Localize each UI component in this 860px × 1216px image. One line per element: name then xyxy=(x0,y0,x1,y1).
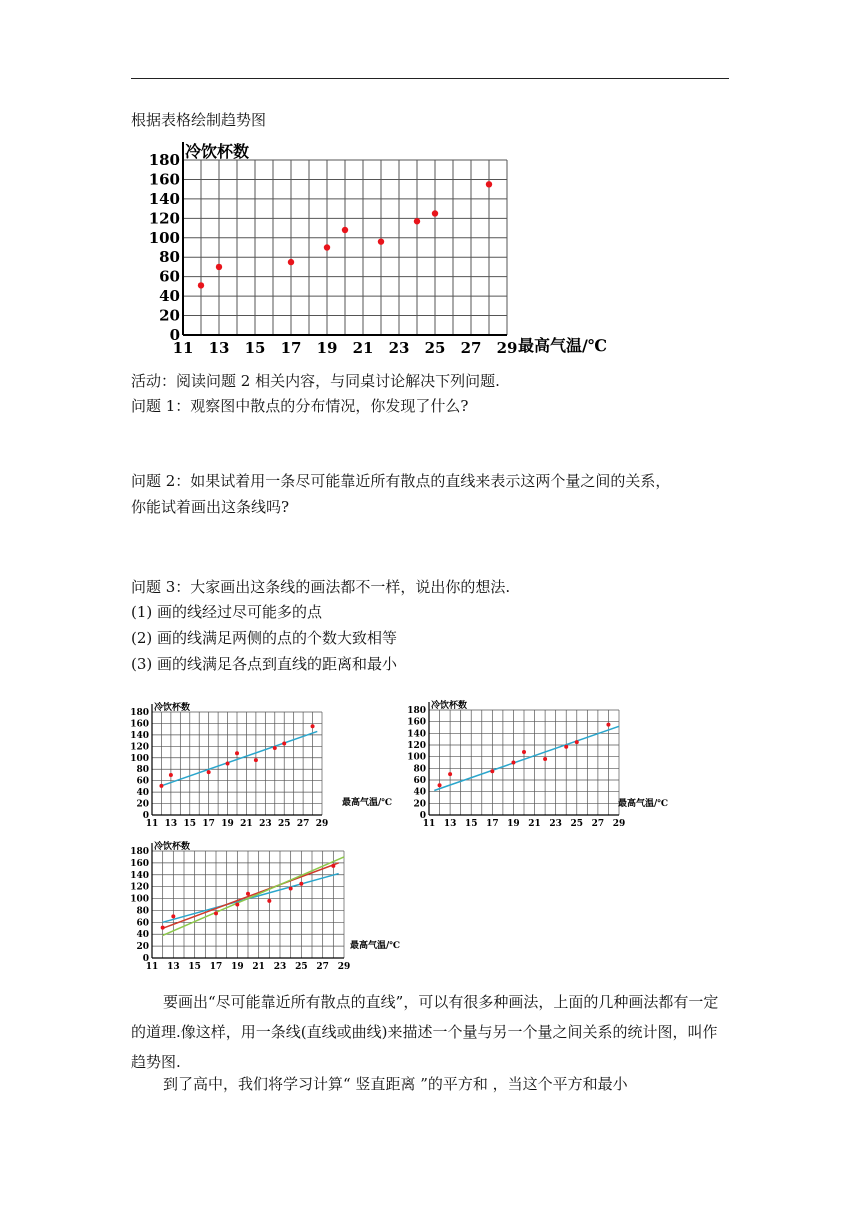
x-tick-label: 27 xyxy=(296,819,310,829)
data-point xyxy=(214,911,218,915)
data-point xyxy=(575,740,579,744)
y-tick-label: 140 xyxy=(130,730,149,741)
y-tick-label: 60 xyxy=(159,267,180,286)
y-tick-label: 100 xyxy=(148,228,180,247)
data-point xyxy=(378,238,384,244)
y-tick-label: 120 xyxy=(148,209,180,228)
y-tick-label: 140 xyxy=(407,729,426,740)
data-point xyxy=(171,914,175,918)
y-tick-label: 100 xyxy=(130,894,149,905)
x-tick-label: 21 xyxy=(252,962,265,972)
y-tick-label: 20 xyxy=(136,942,149,953)
y-tick-label: 20 xyxy=(136,799,149,810)
data-point xyxy=(311,724,315,728)
y-tick-label: 180 xyxy=(148,151,180,169)
y-tick-label: 0 xyxy=(142,811,149,821)
data-point xyxy=(254,758,258,762)
y-tick-label: 60 xyxy=(136,918,149,929)
fit-chart-c xyxy=(128,838,418,973)
y-tick-label: 140 xyxy=(148,189,180,208)
y-axis-label: 冷饮杯数 xyxy=(154,842,191,852)
y-tick-label: 40 xyxy=(136,930,149,941)
x-tick-label: 11 xyxy=(422,819,436,829)
main-scatter-chart xyxy=(140,140,640,360)
x-tick-label: 27 xyxy=(316,962,329,972)
data-point xyxy=(438,783,442,787)
data-point xyxy=(543,757,547,761)
x-tick-label: 17 xyxy=(202,819,215,829)
x-tick-label: 25 xyxy=(570,819,584,829)
data-point xyxy=(207,770,211,774)
x-tick-label: 17 xyxy=(280,339,302,357)
x-tick-label: 27 xyxy=(591,819,605,829)
y-tick-label: 100 xyxy=(130,753,149,764)
activity-text: 活动：阅读问题 2 相关内容，与同桌讨论解决下列问题. xyxy=(131,372,500,390)
data-point xyxy=(267,899,271,903)
data-point xyxy=(490,769,494,773)
x-tick-label: 19 xyxy=(507,819,520,829)
data-point xyxy=(299,882,303,886)
x-tick-label: 25 xyxy=(277,819,291,829)
x-tick-label: 15 xyxy=(188,962,201,972)
y-tick-label: 160 xyxy=(130,858,149,869)
y-axis-label: 冷饮杯数 xyxy=(154,703,191,713)
data-point xyxy=(606,723,610,727)
x-tick-label: 15 xyxy=(244,339,266,357)
y-tick-label: 0 xyxy=(169,326,180,344)
x-axis-label: 最高气温/℃ xyxy=(342,798,393,808)
y-tick-label: 40 xyxy=(159,287,180,306)
data-point xyxy=(289,886,293,890)
x-tick-label: 23 xyxy=(259,819,272,829)
x-axis-label: 最高气温/℃ xyxy=(618,799,669,809)
x-tick-label: 23 xyxy=(549,819,562,829)
y-tick-label: 80 xyxy=(413,764,426,775)
y-tick-label: 0 xyxy=(419,811,426,821)
data-point xyxy=(288,259,294,265)
x-tick-label: 27 xyxy=(460,339,482,357)
x-tick-label: 11 xyxy=(145,819,159,829)
question-1: 问题 1：观察图中散点的分布情况，你发现了什么? xyxy=(131,397,469,415)
y-tick-label: 140 xyxy=(130,870,149,881)
data-point xyxy=(169,773,173,777)
method-3: (3) 画的线满足各点到直线的距离和最小 xyxy=(131,655,398,673)
data-point xyxy=(324,244,330,250)
x-tick-label: 29 xyxy=(612,819,626,829)
x-tick-label: 21 xyxy=(352,339,374,357)
x-tick-label: 29 xyxy=(315,819,329,829)
data-point xyxy=(342,227,348,233)
y-tick-label: 160 xyxy=(148,170,180,189)
question-2-line-2: 你能试着画出这条线吗? xyxy=(131,498,290,516)
fit-line xyxy=(163,857,344,935)
y-tick-label: 100 xyxy=(407,752,426,763)
x-tick-label: 25 xyxy=(295,962,308,972)
y-tick-label: 180 xyxy=(407,706,426,716)
y-tick-label: 160 xyxy=(130,719,149,730)
y-tick-label: 40 xyxy=(136,788,149,799)
data-point xyxy=(511,761,515,765)
x-tick-label: 15 xyxy=(464,819,478,829)
x-tick-label: 13 xyxy=(167,962,180,972)
data-point xyxy=(235,903,239,907)
y-tick-label: 160 xyxy=(407,717,426,728)
y-tick-label: 80 xyxy=(136,906,149,917)
data-point xyxy=(448,772,452,776)
y-axis-label: 冷饮杯数 xyxy=(431,701,468,711)
y-tick-label: 120 xyxy=(407,741,426,751)
method-2: (2) 画的线满足两侧的点的个数大致相等 xyxy=(131,629,398,647)
x-tick-label: 23 xyxy=(273,962,287,972)
y-tick-label: 60 xyxy=(413,776,426,786)
x-tick-label: 11 xyxy=(172,339,194,357)
x-tick-label: 29 xyxy=(337,962,351,972)
x-tick-label: 21 xyxy=(528,819,541,829)
paragraph-trend-definition: 要画出“尽可能靠近所有散点的直线”，可以有很多种画法，上面的几种画法都有一定的道理.像这样，用一条线(直线或曲线)来描述一个量与另一个量之间关系的统计图，叫作趋势图. xyxy=(131,993,719,1071)
data-point xyxy=(159,784,163,788)
y-tick-label: 180 xyxy=(130,708,149,718)
fit-line xyxy=(434,726,619,790)
x-tick-label: 11 xyxy=(145,962,159,972)
data-point xyxy=(226,762,230,766)
y-tick-label: 80 xyxy=(136,765,149,776)
data-point xyxy=(235,751,239,755)
fit-chart-a xyxy=(128,695,418,830)
x-tick-label: 21 xyxy=(240,819,253,829)
fit-chart-b xyxy=(405,690,695,830)
data-point xyxy=(564,745,568,749)
x-tick-label: 13 xyxy=(208,339,230,357)
y-tick-label: 120 xyxy=(130,742,149,753)
x-tick-label: 17 xyxy=(486,819,499,829)
x-tick-label: 25 xyxy=(424,339,446,357)
y-tick-label: 120 xyxy=(130,882,149,893)
data-point xyxy=(273,746,277,750)
data-point xyxy=(432,210,438,216)
intro-text: 根据表格绘制趋势图 xyxy=(131,111,267,129)
data-point xyxy=(331,864,335,868)
x-tick-label: 13 xyxy=(164,819,178,829)
data-point xyxy=(161,926,165,930)
data-point xyxy=(522,750,526,754)
x-tick-label: 17 xyxy=(209,962,223,972)
y-axis-label: 冷饮杯数 xyxy=(185,142,250,161)
header-rule xyxy=(131,78,729,79)
data-point xyxy=(414,218,420,224)
y-tick-label: 20 xyxy=(413,799,426,810)
y-tick-label: 180 xyxy=(130,847,149,857)
y-tick-label: 20 xyxy=(159,306,180,325)
data-point xyxy=(198,282,204,288)
data-point xyxy=(486,181,492,187)
paragraph-high-school: 到了高中，我们将学习计算“ 竖直距离 ”的平方和 ，当这个平方和最小 xyxy=(163,1075,628,1093)
method-1: (1) 画的线经过尽可能多的点 xyxy=(131,603,323,621)
data-point xyxy=(282,741,286,745)
x-tick-label: 29 xyxy=(496,339,518,357)
y-tick-label: 60 xyxy=(136,776,149,787)
x-tick-label: 19 xyxy=(316,339,338,357)
y-tick-label: 80 xyxy=(159,248,180,267)
data-point xyxy=(216,264,222,270)
data-point xyxy=(246,892,250,896)
x-tick-label: 15 xyxy=(183,819,197,829)
x-axis-label: 最高气温/℃ xyxy=(518,336,608,355)
x-axis-label: 最高气温/℃ xyxy=(350,941,401,951)
x-tick-label: 19 xyxy=(231,962,244,972)
x-tick-label: 13 xyxy=(443,819,457,829)
question-2-line-1: 问题 2：如果试着用一条尽可能靠近所有散点的直线来表示这两个量之间的关系， xyxy=(131,472,671,490)
x-tick-label: 23 xyxy=(388,339,410,357)
question-3: 问题 3：大家画出这条线的画法都不一样，说出你的想法. xyxy=(131,578,511,596)
y-tick-label: 40 xyxy=(413,787,426,798)
x-tick-label: 19 xyxy=(221,819,234,829)
y-tick-label: 0 xyxy=(142,954,149,964)
